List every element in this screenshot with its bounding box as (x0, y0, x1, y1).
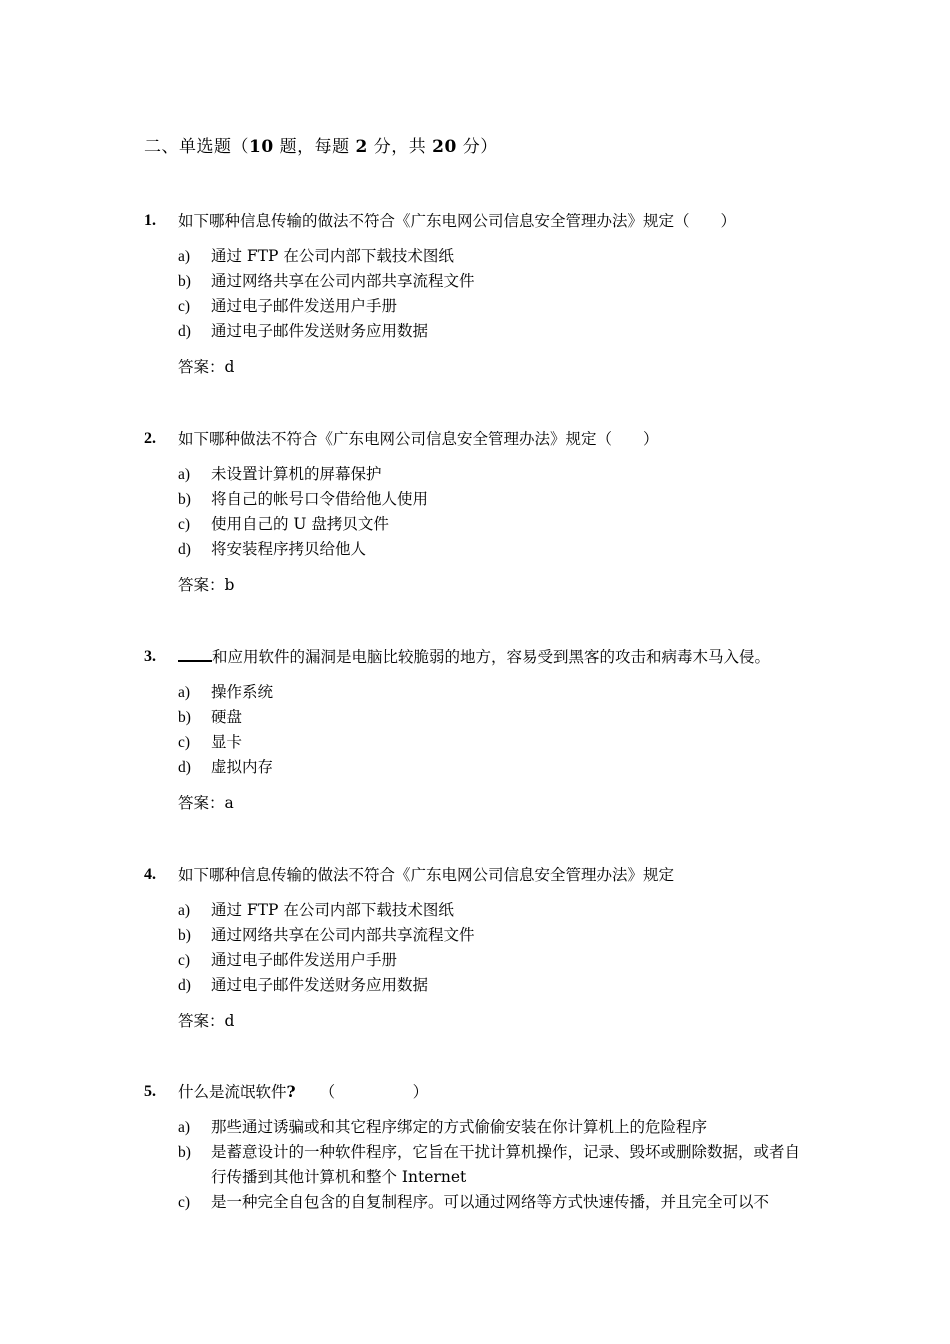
option-text: 将自己的帐号口令借给他人使用 (211, 490, 429, 508)
option-label: c) (178, 298, 191, 315)
question-number: 1. (144, 212, 156, 229)
option-list (144, 462, 814, 562)
option-b (144, 1140, 814, 1190)
option-a (144, 244, 814, 269)
question-text-body: 和应用软件的漏洞是电脑比较脆弱的地方，容易受到黑客的攻击和病毒木马入侵。 (212, 648, 771, 666)
question-number: 4. (144, 866, 156, 883)
fill-in-blank (178, 646, 212, 662)
option-text: 通过网络共享在公司内部共享流程文件 (211, 272, 475, 290)
question-stem (144, 428, 814, 450)
option-label: c) (178, 734, 191, 751)
option-label: a) (178, 684, 191, 701)
option-text: 是蓄意设计的一种软件程序，它旨在干扰计算机操作，记录、毁坏或删除数据，或者自行传播到其他计算机和整个 Internet (211, 1143, 801, 1186)
option-list (144, 898, 814, 998)
option-b (144, 487, 814, 512)
option-b (144, 705, 814, 730)
section-title-mid1: 题，每题 (273, 137, 356, 157)
option-label: b) (178, 491, 191, 508)
option-text: 通过电子邮件发送财务应用数据 (211, 976, 429, 994)
question-mark: ? (286, 1082, 296, 1101)
option-text: 未设置计算机的屏幕保护 (211, 465, 382, 483)
option-a (144, 1115, 814, 1140)
option-text: 虚拟内存 (211, 758, 274, 776)
option-label: a) (178, 902, 191, 919)
section-title-mid2: 分，共 (367, 137, 433, 157)
section-score-each: 2 (355, 137, 368, 157)
option-text: 通过 FTP 在公司内部下载技术图纸 (211, 247, 454, 265)
option-label: a) (178, 466, 191, 483)
option-text: 硬盘 (211, 708, 243, 726)
option-list (144, 680, 814, 780)
option-label: d) (178, 323, 191, 340)
option-b (144, 269, 814, 294)
question-text: 如下哪种信息传输的做法不符合《广东电网公司信息安全管理办法》规定 (178, 866, 675, 884)
section-title (144, 132, 498, 157)
option-label: b) (178, 927, 191, 944)
section-total-score: 20 (432, 137, 457, 157)
option-c (144, 948, 814, 973)
option-text: 那些通过诱骗或和其它程序绑定的方式偷偷安装在你计算机上的危险程序 (211, 1118, 708, 1136)
option-d (144, 537, 814, 562)
option-text: 使用自己的 U 盘拷贝文件 (211, 515, 389, 533)
question-stem (144, 210, 814, 232)
option-text: 操作系统 (211, 683, 274, 701)
question-stem (144, 1081, 814, 1103)
option-a (144, 462, 814, 487)
section-title-suffix: 分） (456, 137, 498, 157)
option-text: 显卡 (211, 733, 243, 751)
section-title-prefix: 二、单选题（ (144, 137, 249, 157)
option-d (144, 973, 814, 998)
option-label: b) (178, 273, 191, 290)
question-number: 3. (144, 648, 156, 665)
answer-text: 答案：d (178, 1012, 235, 1030)
question-text: 如下哪种做法不符合《广东电网公司信息安全管理办法》规定（ ） (178, 430, 659, 448)
option-label: a) (178, 1119, 191, 1136)
option-d (144, 319, 814, 344)
answer-text: 答案：b (178, 576, 235, 594)
option-a (144, 898, 814, 923)
option-label: c) (178, 952, 191, 969)
option-label: c) (178, 1194, 191, 1211)
option-text: 通过电子邮件发送财务应用数据 (211, 322, 429, 340)
question-text (178, 1081, 814, 1103)
question-4 (144, 864, 814, 1032)
option-c (144, 1190, 814, 1215)
option-label: d) (178, 977, 191, 994)
option-text: 是一种完全自包含的自复制程序。可以通过网络等方式快速传播，并且完全可以不 (211, 1193, 770, 1211)
question-text (178, 646, 814, 668)
option-c (144, 294, 814, 319)
option-text: 通过 FTP 在公司内部下载技术图纸 (211, 901, 454, 919)
option-text: 通过电子邮件发送用户手册 (211, 951, 398, 969)
option-label: d) (178, 541, 191, 558)
option-list (144, 1115, 814, 1215)
answer-text: 答案：a (178, 794, 234, 812)
question-text-body: 什么是流氓软件 (178, 1083, 287, 1101)
option-text: 通过电子邮件发送用户手册 (211, 297, 398, 315)
option-label: a) (178, 248, 191, 265)
question-5 (144, 1081, 814, 1215)
question-stem (144, 646, 814, 668)
question-1 (144, 210, 814, 378)
option-a (144, 680, 814, 705)
question-2 (144, 428, 814, 596)
question-3 (144, 646, 814, 814)
option-text: 将安装程序拷贝给他人 (211, 540, 367, 558)
option-c (144, 512, 814, 537)
option-c (144, 730, 814, 755)
option-label: d) (178, 759, 191, 776)
option-label: c) (178, 516, 191, 533)
answer-paren: （ ） (319, 1083, 429, 1101)
question-number: 5. (144, 1083, 156, 1100)
section-question-count: 10 (249, 137, 274, 157)
option-b (144, 923, 814, 948)
question-text: 如下哪种信息传输的做法不符合《广东电网公司信息安全管理办法》规定（ ） (178, 212, 737, 230)
answer-text: 答案：d (178, 358, 235, 376)
question-number: 2. (144, 430, 156, 447)
question-stem (144, 864, 814, 886)
option-text: 通过网络共享在公司内部共享流程文件 (211, 926, 475, 944)
option-label: b) (178, 1144, 191, 1161)
option-list (144, 244, 814, 344)
option-label: b) (178, 709, 191, 726)
option-d (144, 755, 814, 780)
